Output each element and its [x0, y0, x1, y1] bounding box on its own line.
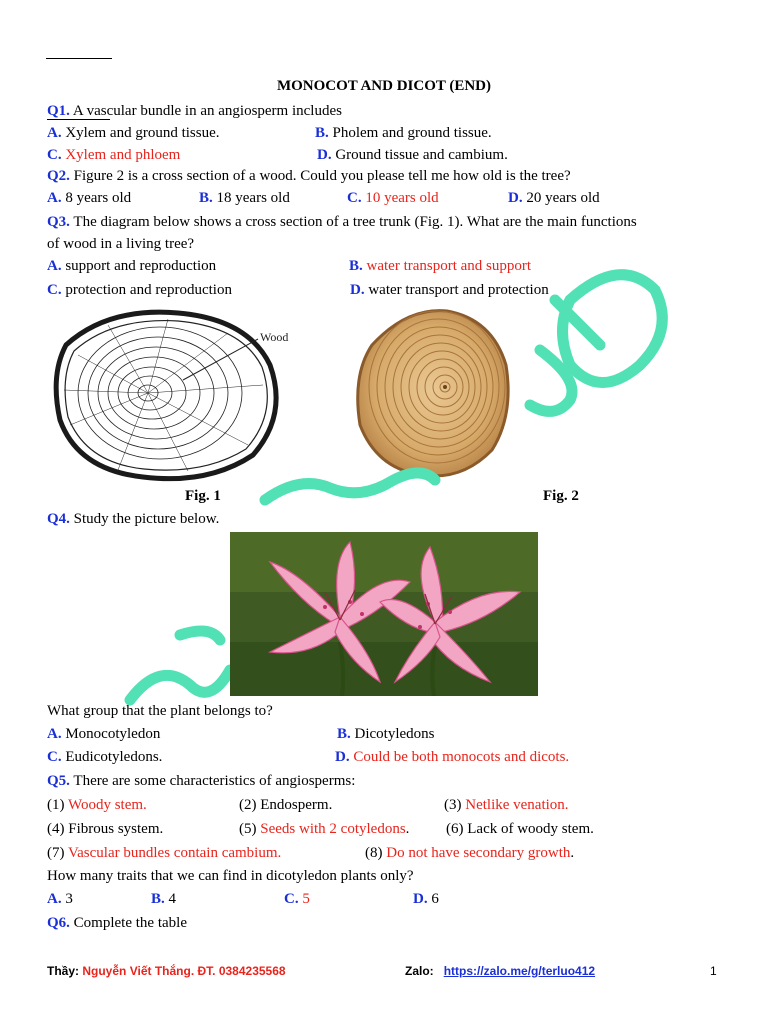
- q5-trait-4: (4) Fibrous system.: [47, 821, 164, 837]
- q5-trait-2: (2) Endosperm.: [239, 797, 333, 813]
- q5-option-b: B. 4: [151, 891, 177, 907]
- q1-underline: [47, 119, 110, 120]
- q4-option-c: C. Eudicotyledons.: [47, 749, 163, 765]
- fig2-wood-cross-section: [352, 305, 512, 481]
- fig1-trunk-drawing: [48, 305, 302, 485]
- q3-stem-line1: Q3. The diagram below shows a cross section of a tree trunk (Fig. 1). What are the main functions: [47, 214, 637, 230]
- q3-option-a: A. support and reproduction: [47, 258, 217, 274]
- q5-trait-6: (6) Lack of woody stem.: [446, 821, 594, 837]
- q5-trait-1: (1) Woody stem.: [47, 797, 147, 813]
- fig1-wood-label: Wood: [260, 330, 289, 344]
- fig2-caption: Fig. 2: [543, 488, 579, 504]
- header-rule: [46, 58, 112, 59]
- q4-stem: Q4. Study the picture below.: [47, 511, 220, 527]
- page-title: MONOCOT AND DICOT (END): [276, 78, 492, 94]
- q1-stem: Q1. A vascular bundle in an angiosperm includes: [47, 103, 342, 119]
- q4-option-d: D. Could be both monocots and dicots.: [335, 749, 570, 765]
- q1-option-c: C. Xylem and phloem: [47, 147, 181, 163]
- q3-option-d: D. water transport and protection: [350, 282, 549, 298]
- q4-question: What group that the plant belongs to?: [47, 703, 273, 719]
- q2-option-d: D. 20 years old: [508, 190, 600, 206]
- q2-option-b: B. 18 years old: [199, 190, 290, 206]
- lily-flower-photo: [230, 532, 538, 696]
- footer-teacher: Thầy: Nguyễn Viết Thắng. ĐT. 0384235568: [47, 964, 286, 978]
- q5-trait-5: (5) Seeds with 2 cotyledons.: [239, 821, 410, 837]
- q6-stem: Q6. Complete the table: [47, 915, 187, 931]
- q5-trait-3: (3) Netlike venation.: [444, 797, 569, 813]
- q5-question: How many traits that we can find in dicotyledon plants only?: [47, 868, 414, 884]
- q2-option-c: C. 10 years old: [347, 190, 439, 206]
- q5-stem: Q5. There are some characteristics of angiosperms:: [47, 773, 356, 789]
- q2-option-a: A. 8 years old: [47, 190, 132, 206]
- q4-option-b: B. Dicotyledons: [337, 726, 435, 742]
- q3-option-c: C. protection and reproduction: [47, 282, 232, 298]
- q1-option-a: A. Xylem and ground tissue.: [47, 125, 220, 141]
- page-number: 1: [710, 964, 717, 978]
- q5-option-c: C. 5: [284, 891, 310, 907]
- q5-trait-7: (7) Vascular bundles contain cambium.: [47, 845, 282, 861]
- q2-stem: Q2. Figure 2 is a cross section of a wood. Could you please tell me how old is the tree?: [47, 168, 571, 184]
- fig1-caption: Fig. 1: [185, 488, 221, 504]
- q4-option-a: A. Monocotyledon: [47, 726, 161, 742]
- q5-trait-8: (8) Do not have secondary growth.: [365, 845, 575, 861]
- q1-option-d: D. Ground tissue and cambium.: [317, 147, 508, 163]
- q5-option-d: D. 6: [413, 891, 439, 907]
- zalo-link[interactable]: https://zalo.me/g/terluo412: [443, 964, 596, 978]
- q1-option-b: B. Pholem and ground tissue.: [315, 125, 492, 141]
- q5-option-a: A. 3: [47, 891, 73, 907]
- q3-stem-line2: of wood in a living tree?: [47, 236, 195, 252]
- q3-option-b: B. water transport and support: [349, 258, 532, 274]
- footer-zalo: Zalo: https://zalo.me/g/terluo412: [405, 964, 596, 978]
